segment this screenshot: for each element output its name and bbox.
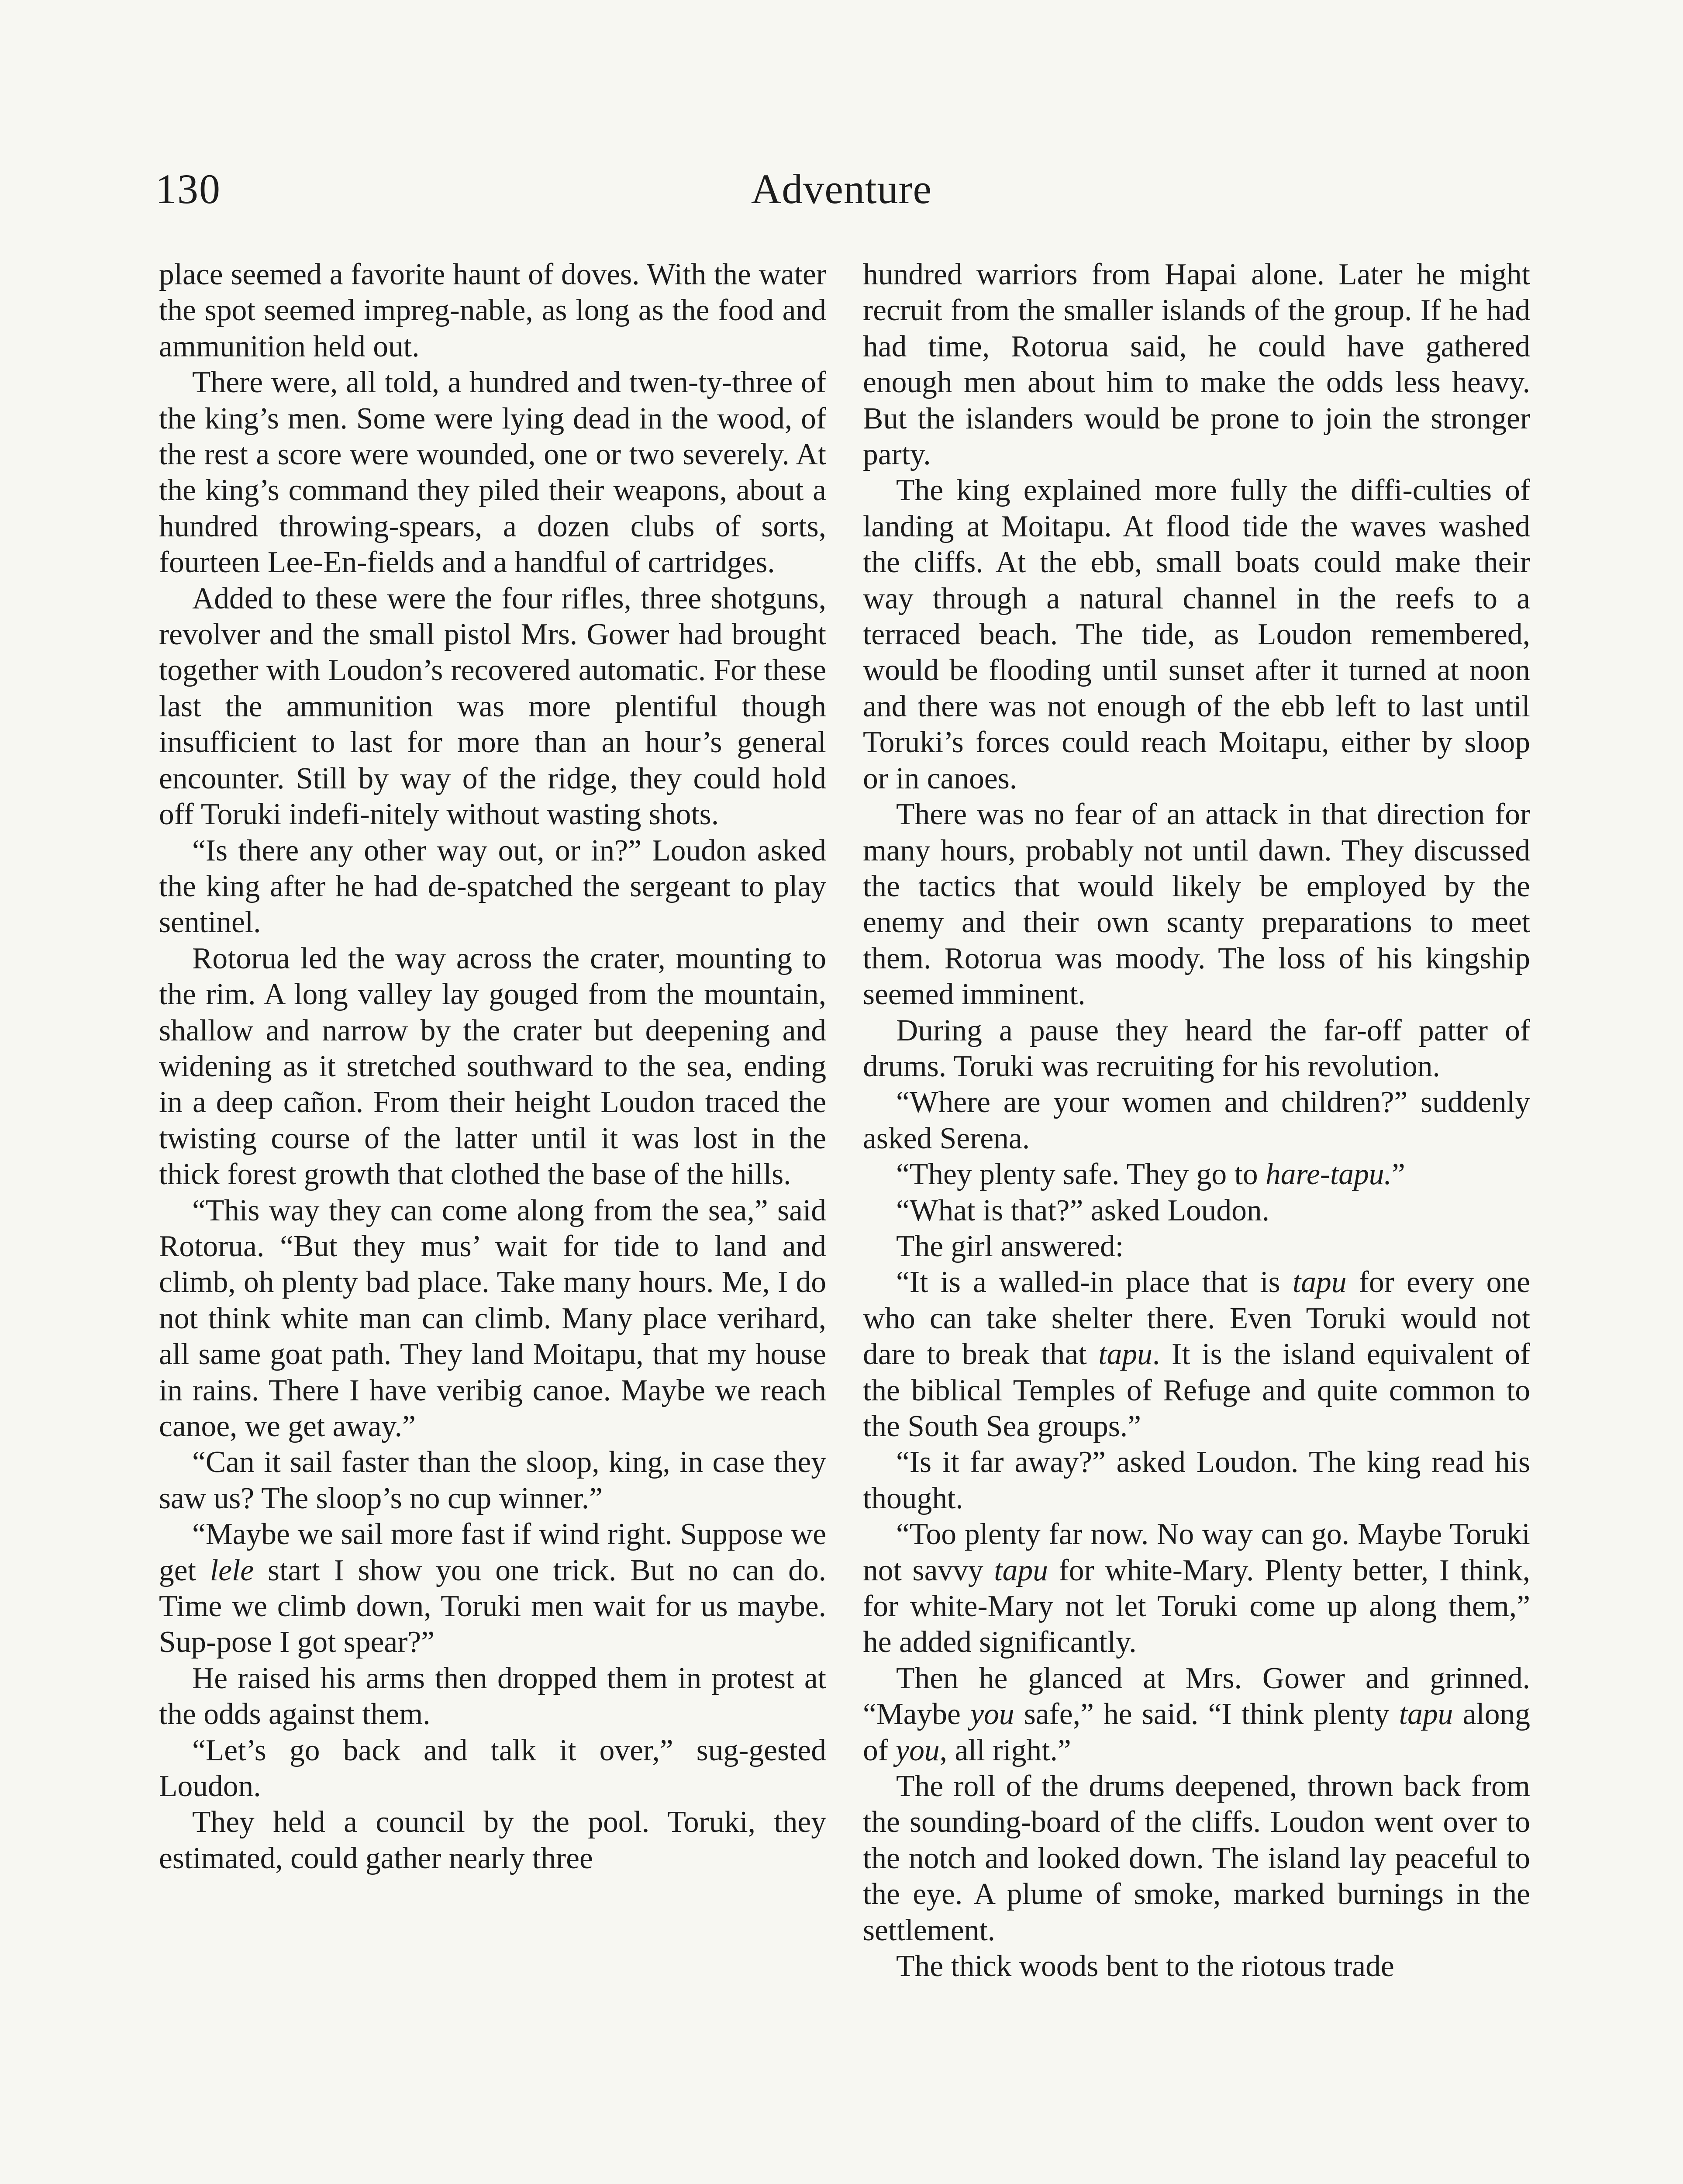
- paragraph: Then he glanced at Mrs. Gower and grinned. “Maybe you safe,” he said. “I think plenty tapu along of you, all right.”: [863, 1661, 1530, 1767]
- paragraph: “Is there any other way out, or in?” Loudon asked the king after he had de-spatched the sergeant to play sentinel.: [159, 833, 826, 940]
- paragraph: He raised his arms then dropped them in protest at the odds against them.: [159, 1661, 826, 1731]
- paragraph: The roll of the drums deepened, thrown back from the sounding-board of the cliffs. Loudon went over to the notch and looked down. The island lay peaceful to the eye. A plume of smoke, marked burnings in the settlement.: [863, 1769, 1530, 1947]
- paragraph: “What is that?” asked Loudon.: [896, 1193, 1269, 1227]
- paragraph: Added to these were the four rifles, three shotguns, revolver and the small pistol Mrs. Gower had brought together with Loudon’s recovered automatic. For these last the ammunition was more plentiful though insufficient to last for more than an hour’s general encounter. Still by way of the ridge, they could hold off Toruki indefi-nitely without wasting shots.: [159, 581, 826, 832]
- paragraph: “They plenty safe. They go to hare-tapu.”: [896, 1158, 1405, 1192]
- paragraph: “Is it far away?” asked Loudon. The king read his thought.: [863, 1445, 1530, 1515]
- page-header: [155, 168, 1528, 225]
- left-column: [159, 257, 826, 1876]
- paragraph: There was no fear of an attack in that direction for many hours, probably not until dawn. They discussed the tactics that would likely be employed by the enemy and their own scanty preparations to meet them. Rotorua was moody. The loss of his kingship seemed imminent.: [863, 798, 1530, 1012]
- paragraph: During a pause they heard the far-off patter of drums. Toruki was recruiting for his revolution.: [863, 1013, 1530, 1083]
- paragraph: Rotorua led the way across the crater, mounting to the rim. A long valley lay gouged from the mountain, shallow and narrow by the crater but deepening and widening as it stretched southward to the sea, ending in a deep cañon. From their height Loudon traced the twisting course of the latter until it was lost in the thick forest growth that clothed the base of the hills.: [159, 941, 826, 1192]
- paragraph: place seemed a favorite haunt of doves. With the water the spot seemed impreg-nable, as long as the food and ammunition held out.: [159, 258, 826, 363]
- paragraph: “This way they can come along from the sea,” said Rotorua. “But they mus’ wait for tide to land and climb, oh plenty bad place. Take many hours. Me, I do not think white man can climb. Many place verihard, all same goat path. They land Moitapu, that my house in rains. There I have veribig canoe. Maybe we reach canoe, we get away.”: [159, 1193, 826, 1443]
- paragraph: “Can it sail faster than the sloop, king, in case they saw us? The sloop’s no cup winner.”: [159, 1445, 826, 1515]
- paragraph: “It is a walled-in place that is tapu for every one who can take shelter there. Even Toruki would not dare to break that tapu. It is the island equivalent of the biblical Temples of Refuge and quite common to the South Sea groups.”: [863, 1265, 1531, 1443]
- paragraph: “Where are your women and children?” suddenly asked Serena.: [863, 1085, 1530, 1155]
- page-number: 130: [155, 166, 221, 212]
- right-column: [863, 257, 1530, 1985]
- running-title: Adventure: [751, 166, 932, 212]
- paragraph: There were, all told, a hundred and twen-ty-three of the king’s men. Some were lying dead in the wood, of the rest a score were wounded, one or two severely. At the king’s command they piled their weapons, about a hundred throwing-spears, a dozen clubs of sorts, fourteen Lee-En-fields and a handful of cartridges.: [159, 366, 826, 580]
- paragraph: They held a council by the pool. Toruki, they estimated, could gather nearly three: [159, 1805, 826, 1875]
- paragraph: The thick woods bent to the riotous trade: [896, 1949, 1394, 1984]
- paragraph: The king explained more fully the diffi-culties of landing at Moitapu. At flood tide the waves washed the cliffs. At the ebb, small boats could make their way through a natural channel in the reefs to a terraced beach. The tide, as Loudon remembered, would be flooding until sunset after it turned at noon and there was not enough of the ebb left to last until Toruki’s forces could reach Moitapu, either by sloop or in canoes.: [863, 473, 1530, 795]
- paragraph: “Let’s go back and talk it over,” sug-gested Loudon.: [159, 1733, 826, 1804]
- paragraph: “Too plenty far now. No way can go. Maybe Toruki not savvy tapu for white-Mary. Plenty better, I think, for white-Mary not let Toruki come up along them,” he added significantly.: [863, 1517, 1530, 1659]
- paragraph: hundred warriors from Hapai alone. Later he might recruit from the smaller islands of the group. If he had had time, Rotorua said, he could have gathered enough men about him to make the odds less heavy. But the islanders would be prone to join the stronger party.: [863, 258, 1530, 472]
- paragraph: The girl answered:: [896, 1229, 1124, 1263]
- paragraph: “Maybe we sail more fast if wind right. Suppose we get lele start I show you one trick. But no can do. Time we climb down, Toruki men wait for us maybe. Sup-pose I got spear?”: [159, 1517, 826, 1659]
